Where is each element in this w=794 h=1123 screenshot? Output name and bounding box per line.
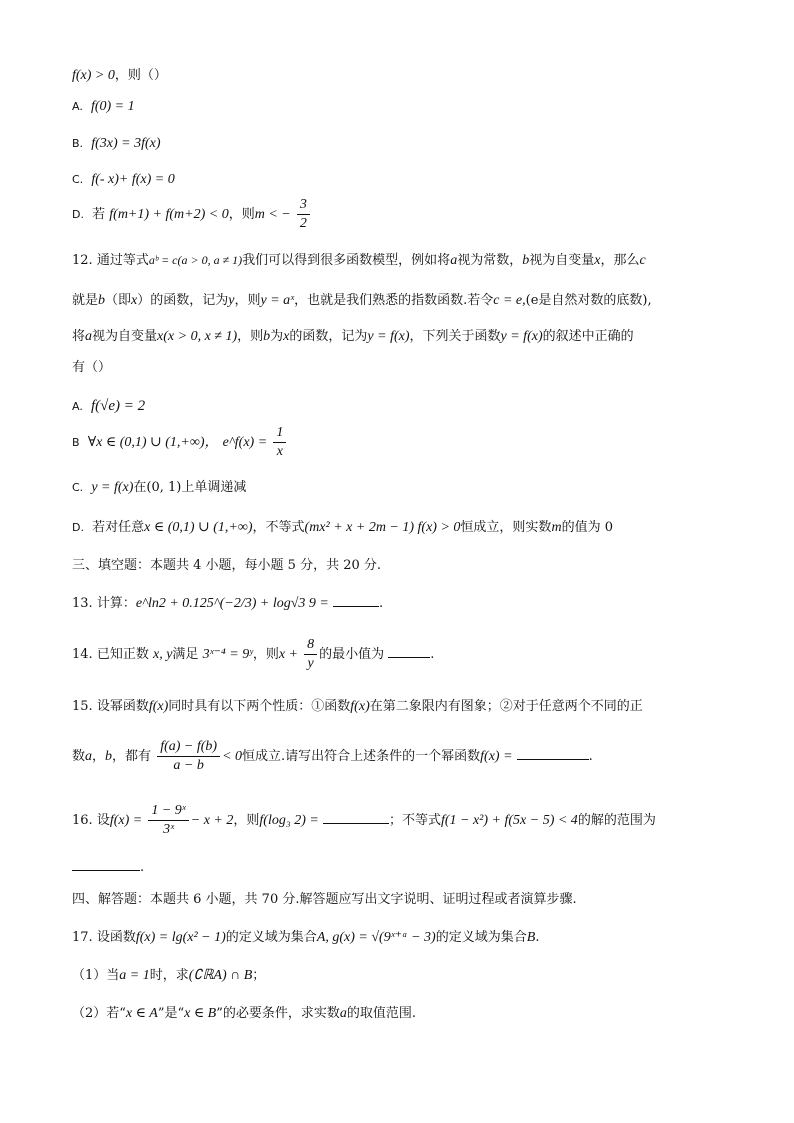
text: . <box>140 860 145 875</box>
section-title: 四、解答题：本题共 6 小题，共 70 分.解答题应写出文字说明、证明过程或者演算步骤. <box>72 892 577 907</box>
q17-part-2 <box>72 1004 734 1024</box>
answer-blank <box>388 645 430 658</box>
math: aᵇ = c(a > 0, a ≠ 1) <box>148 253 243 267</box>
q12-option-c <box>72 478 734 498</box>
option-label: A. <box>72 100 83 113</box>
math: x, y <box>152 647 173 662</box>
fraction: $\frac{1}{x}$ <box>273 424 286 461</box>
q12-line-2 <box>72 291 734 311</box>
answer-blank <box>72 858 140 871</box>
q11-condition-line <box>72 66 734 86</box>
math: x + <box>278 647 298 662</box>
math: b <box>98 293 106 308</box>
text: 为 <box>270 329 284 344</box>
text: 的值为 0 <box>561 520 613 535</box>
text: 设 <box>96 813 110 828</box>
q12-option-a <box>72 396 734 417</box>
math: f(log₃ 2) = <box>259 813 319 828</box>
q16-line-2 <box>72 858 734 878</box>
option-expr: ∀x ∈ (0,1) ∪ (1,+∞)， <box>87 435 219 450</box>
text: 在第二象限内有图象；②对于任意两个不同的正 <box>369 699 643 714</box>
q12-option-d <box>72 518 734 538</box>
text: 就是 <box>72 293 99 308</box>
text: . <box>588 749 593 764</box>
math: a = 1 <box>119 968 150 983</box>
text: 的函数，记为 <box>289 329 368 344</box>
math: f(x) <box>350 699 370 714</box>
math: f(x) = <box>480 749 513 764</box>
text: 设函数 <box>96 930 136 945</box>
q15-line-1 <box>72 697 734 717</box>
math: m <box>551 520 562 535</box>
option-expr: f(m+1) + f(m+2) < 0 <box>109 207 229 222</box>
math: (mx² + x + 2m − 1) f(x) > 0 <box>304 520 461 535</box>
text: 恒成立，则实数 <box>460 520 552 535</box>
text: ，也就是我们熟悉的指数函数.若令 <box>294 293 494 308</box>
math: b <box>522 253 530 268</box>
math: c = e, <box>493 293 526 308</box>
option-text: f(0) = 1 <box>90 99 135 114</box>
math: a <box>339 1006 347 1021</box>
text: （1）当 <box>72 968 120 983</box>
text: 的最小值为 <box>319 647 385 662</box>
q12-line-3 <box>72 327 734 347</box>
text: （即 <box>105 293 132 308</box>
fraction: $\frac{8}{y}$ <box>304 636 317 673</box>
text: ； <box>252 968 266 983</box>
math: b <box>263 329 271 344</box>
question-number: 14. <box>72 647 93 662</box>
text: ”是“ <box>157 1006 185 1021</box>
math: x <box>283 329 290 344</box>
option-label: C. <box>72 173 84 186</box>
text: ，则 <box>233 813 260 828</box>
math: (∁ℝA) ∩ B <box>188 968 253 983</box>
option-label: A. <box>72 400 83 413</box>
math: c <box>639 253 646 268</box>
text: 已知正数 <box>96 647 149 662</box>
option-label: B. <box>72 137 84 150</box>
section-3-heading <box>72 556 734 576</box>
math: x <box>131 293 138 308</box>
text: 视为自变量 <box>529 253 595 268</box>
text: 的取值范围. <box>346 1006 417 1021</box>
text: 视为常数， <box>457 253 523 268</box>
math: x <box>594 253 601 268</box>
question-number: 13. <box>72 596 93 611</box>
q16-line-1 <box>72 802 734 840</box>
section-4-heading <box>72 890 734 910</box>
text: 有（） <box>72 360 112 375</box>
text: 满足 <box>172 647 199 662</box>
text: ，那么 <box>600 253 640 268</box>
math: f(x) = lg(x² − 1) <box>135 930 226 945</box>
text: ，则 <box>252 647 279 662</box>
text: 设幂函数 <box>96 699 149 714</box>
math: f(1 − x²) + f(5x − 5) < 4 <box>440 813 578 828</box>
q13-line <box>72 594 734 614</box>
answer-blank <box>323 811 389 824</box>
q11-option-b <box>72 134 734 154</box>
q12-line-1 <box>72 250 734 271</box>
answer-blank <box>517 747 589 760</box>
text: 将 <box>72 329 86 344</box>
option-label: D. <box>72 208 84 221</box>
text: 的解的范围为 <box>577 813 656 828</box>
text: 通过等式 <box>96 253 149 268</box>
text: 同时具有以下两个性质：①函数 <box>168 699 351 714</box>
q11-condition-rest: ，则（） <box>114 68 167 83</box>
option-text: f(- x)+ f(x) = 0 <box>91 172 175 187</box>
math: a <box>85 749 93 764</box>
q17-part-1 <box>72 966 734 986</box>
math: a <box>85 329 93 344</box>
math: e^ln2 + 0.125^(−2/3) + log√3 9 = <box>135 596 329 611</box>
text: 数 <box>72 749 86 764</box>
question-number: 12. <box>72 253 93 268</box>
text: 恒成立.请写出符合上述条件的一个幂函数 <box>242 749 481 764</box>
text: ，则 <box>234 293 261 308</box>
fraction: $\frac{\text{1 − 9ˣ}}{\text{3ˣ}}$ <box>148 802 188 839</box>
math: y = f(x) <box>367 329 410 344</box>
question-number: 17. <box>72 930 93 945</box>
math: x ∈ B <box>184 1006 217 1021</box>
text: 若对任意 <box>92 520 145 535</box>
text: 的定义域为集合 <box>225 930 317 945</box>
math: a <box>450 253 458 268</box>
math: b <box>105 749 113 764</box>
option-text: 在(0, 1)上单调递减 <box>133 480 247 495</box>
section-title: 三、填空题：本题共 4 小题，每小题 5 分，共 20 分. <box>72 558 382 573</box>
option-label: C. <box>72 481 84 494</box>
q11-option-c <box>72 170 734 190</box>
question-number: 16. <box>72 813 93 828</box>
option-expr: y = f(x) <box>91 480 134 495</box>
text: (e是自然对数的底数), <box>525 293 652 308</box>
text: ， <box>92 749 106 764</box>
option-label: B <box>72 436 80 449</box>
answer-blank <box>333 594 379 607</box>
fraction: $\frac{f(a) - f(b)}{a - b}$ <box>157 738 220 775</box>
math: A, g(x) = √(9ˣ⁺ᵃ − 3) <box>316 930 436 945</box>
math: f(x) <box>148 699 169 714</box>
text: ，都有 <box>112 749 152 764</box>
q12-option-b <box>72 424 734 462</box>
text: 的叙述中正确的 <box>542 329 634 344</box>
text: 时，求 <box>149 968 189 983</box>
text: . <box>378 596 384 611</box>
q15-line-2 <box>72 738 734 776</box>
q17-line <box>72 928 734 948</box>
option-concl: m < − <box>254 207 291 222</box>
text: 我们可以得到很多函数模型，例如将 <box>242 253 451 268</box>
text: . <box>535 930 540 945</box>
text: 的定义域为集合 <box>435 930 527 945</box>
option-text: f(3x) = 3f(x) <box>91 136 161 151</box>
option-label: D. <box>72 521 84 534</box>
q12-line-4 <box>72 358 734 378</box>
text: ，下列关于函数 <box>409 329 501 344</box>
text: ；不等式 <box>388 813 441 828</box>
q11-option-d <box>72 196 734 234</box>
math: − x + 2 <box>190 813 234 828</box>
fraction: $\frac{3}{2}$ <box>297 196 310 233</box>
option-expr: f(√e) = 2 <box>90 398 146 414</box>
text: 视为自变量 <box>92 329 158 344</box>
q11-option-a <box>72 97 734 117</box>
math: y = aˣ <box>260 293 295 308</box>
option-eq: e^f(x) = <box>222 435 268 450</box>
text: ，不等式 <box>252 520 305 535</box>
text: 计算： <box>96 596 136 611</box>
math: x(x > 0, x ≠ 1) <box>157 329 238 344</box>
text: ，则 <box>237 329 264 344</box>
math: x ∈ A <box>125 1006 158 1021</box>
text: （2）若“ <box>72 1006 126 1021</box>
math: < 0 <box>222 749 243 764</box>
math: 3ˣ⁻⁴ = 9ʸ <box>202 647 253 662</box>
text: ”的必要条件，求实数 <box>216 1006 340 1021</box>
option-pre: 若 <box>92 207 106 222</box>
q14-line <box>72 636 734 674</box>
math: x ∈ (0,1) ∪ (1,+∞) <box>144 520 253 535</box>
text: ）的函数，记为 <box>137 293 229 308</box>
text: . <box>430 647 435 662</box>
q11-condition-expr: f(x) > 0 <box>72 68 115 83</box>
math: f(x) = <box>109 813 143 828</box>
math: y = f(x) <box>500 329 543 344</box>
option-mid: ，则 <box>228 207 255 222</box>
math: y <box>228 293 235 308</box>
math: B <box>526 930 536 945</box>
question-number: 15. <box>72 699 93 714</box>
